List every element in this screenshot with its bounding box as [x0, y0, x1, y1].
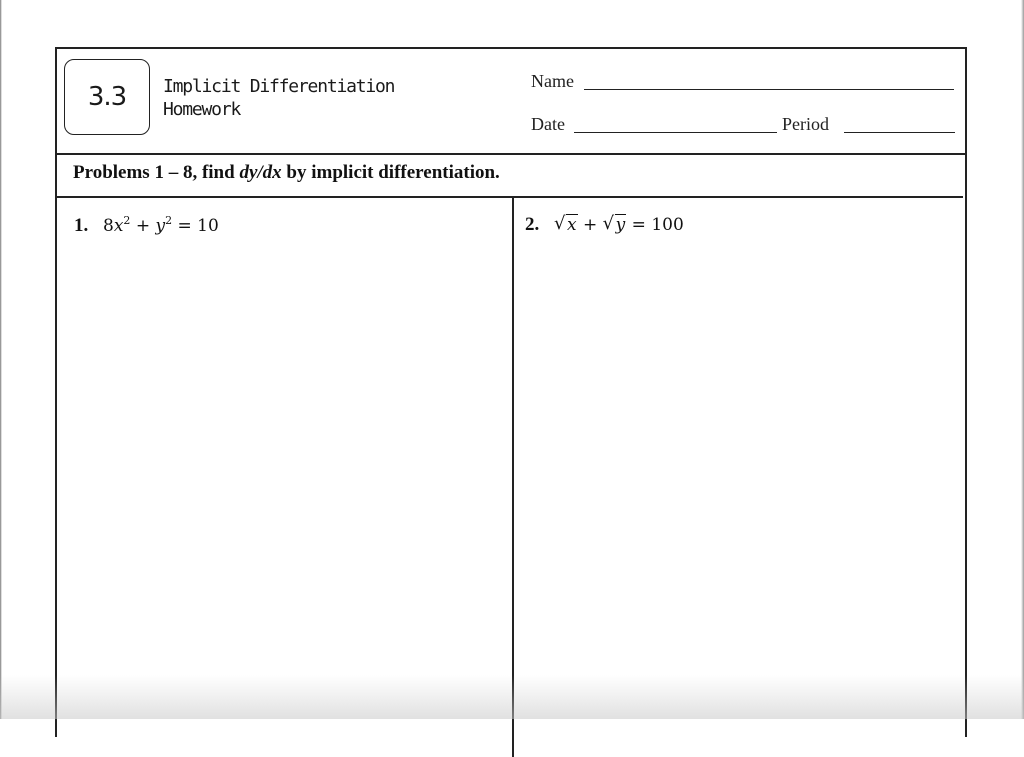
page-edge-left: [0, 0, 2, 719]
problem-2-radicand-y: y: [615, 215, 626, 235]
problem-1-op: +: [130, 216, 156, 236]
section-number: 3.3: [87, 82, 127, 112]
instructions-prefix: Problems 1 – 8, find: [73, 162, 240, 183]
problem-2-rhs: = 100: [626, 215, 684, 235]
instructions-suffix: by implicit differentiation.: [281, 162, 500, 183]
problem-2: [525, 214, 684, 236]
problem-1-rhs: = 10: [172, 216, 219, 236]
worksheet: [55, 47, 967, 737]
worksheet-title: [163, 75, 394, 121]
problem-1: [74, 214, 219, 237]
problem-1-coef: 8: [103, 216, 114, 236]
date-label: Date: [531, 114, 565, 134]
title-line-2: Homework: [163, 99, 241, 120]
period-field-line[interactable]: [844, 132, 955, 133]
name-label: Name: [531, 71, 574, 91]
problem-2-sqrt-x: [554, 215, 578, 235]
name-field-line[interactable]: [584, 89, 954, 90]
problem-1-equation: [103, 216, 219, 236]
problem-2-equation: [554, 215, 684, 235]
instructions-divider: [57, 196, 963, 198]
problem-1-var-x: x: [113, 216, 124, 236]
problem-1-exp-y: 2: [165, 214, 173, 227]
instructions-math: dy/dx: [239, 162, 282, 183]
problem-1-exp-x: 2: [123, 214, 131, 227]
section-number-box: [64, 59, 150, 135]
problem-2-radicand-x: x: [567, 215, 577, 235]
worksheet-header: [57, 49, 965, 155]
problem-2-number: 2.: [525, 214, 540, 235]
title-line-1: Implicit Differentiation: [163, 76, 395, 97]
instructions: [73, 162, 500, 184]
column-divider: [512, 197, 514, 757]
problem-1-number: 1.: [74, 215, 89, 236]
problem-2-op: +: [577, 215, 603, 235]
problem-1-var-y: y: [155, 216, 166, 236]
problem-2-sqrt-y: [603, 215, 627, 235]
period-label: Period: [782, 114, 829, 134]
date-field-line[interactable]: [574, 132, 777, 133]
